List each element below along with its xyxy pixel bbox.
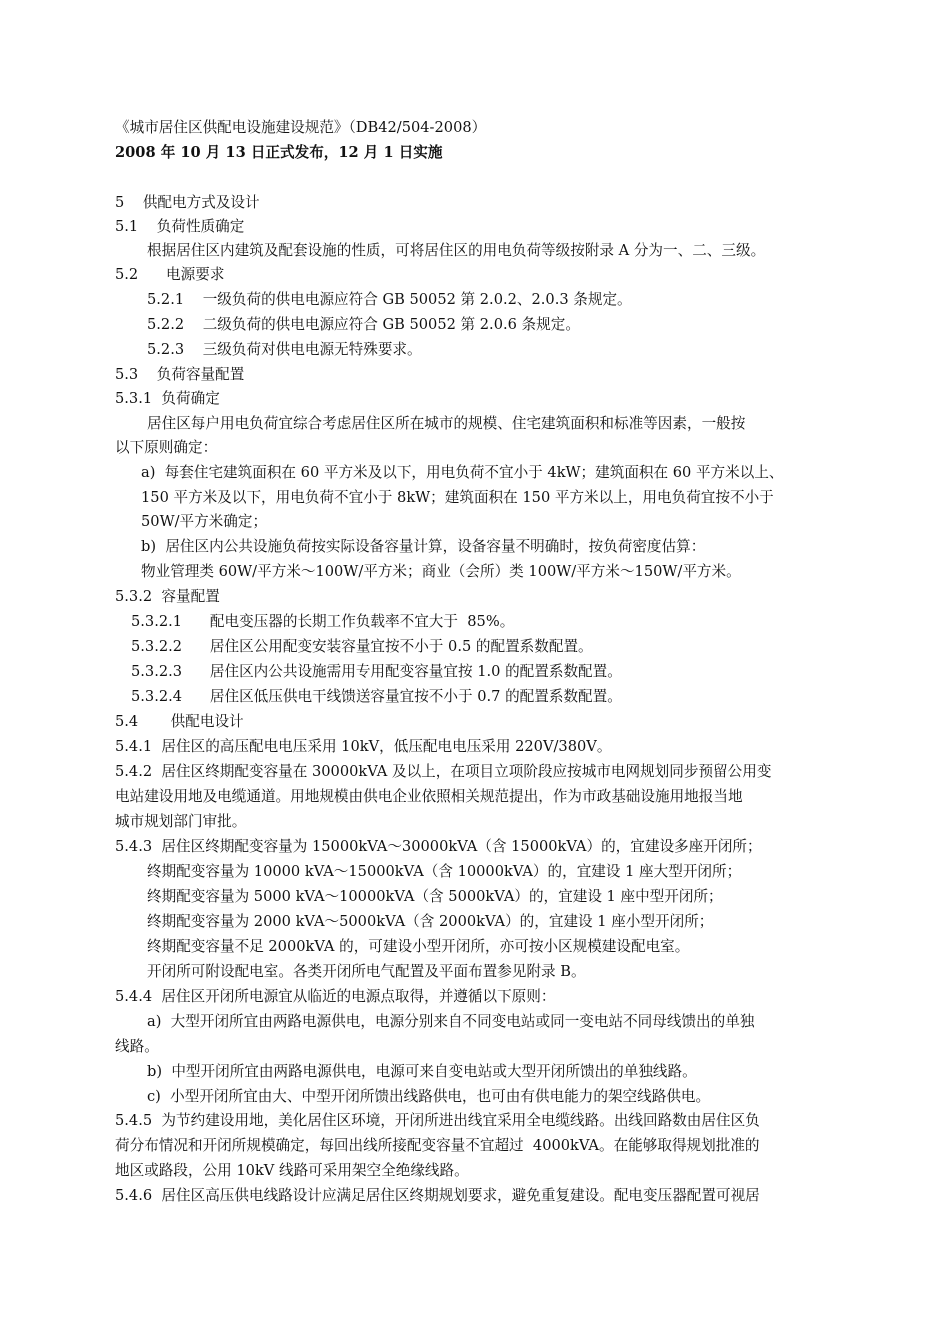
list-item-line: b) 中型开闭所宜由两路电源供电，电源可来自变电站或大型开闭所馈出的单独线路。 bbox=[147, 1063, 697, 1080]
doc-release-date: 2008 年 10 月 13 日正式发布，12 月 1 日实施 bbox=[115, 144, 443, 161]
clause-line: 5.2.1 一级负荷的供电电源应符合 GB 50052 第 2.0.2、2.0.3 条规定。 bbox=[147, 291, 632, 308]
paragraph-line: 根据居住区内建筑及配套设施的性质，可将居住区的用电负荷等级按附录 A 分为一、二、三级。 bbox=[147, 242, 766, 259]
section-heading: 5.3.1 负荷确定 bbox=[115, 390, 220, 407]
section-heading: 5 供配电方式及设计 bbox=[115, 194, 260, 211]
paragraph-line: 开闭所可附设配电室。各类开闭所电气配置及平面布置参见附录 B。 bbox=[147, 963, 586, 980]
paragraph-line: 城市规划部门审批。 bbox=[115, 813, 247, 830]
list-item-line: 线路。 bbox=[115, 1038, 159, 1055]
paragraph-line: 荷分布情况和开闭所规模确定，每回出线所接配变容量不宜超过 4000kVA。在能够取得规划批准的 bbox=[115, 1137, 760, 1154]
list-item-line: c) 小型开闭所宜由大、中型开闭所馈出线路供电，也可由有供电能力的架空线路供电。 bbox=[147, 1088, 711, 1105]
section-heading: 5.3 负荷容量配置 bbox=[115, 366, 245, 383]
clause-line: 5.4.6 居住区高压供电线路设计应满足居住区终期规划要求，避免重复建设。配电变压器配置可视居 bbox=[115, 1187, 760, 1204]
paragraph-line: 终期配变容量为 2000 kVA～5000kVA（含 2000kVA）的，宜建设 1 座小型开闭所； bbox=[147, 913, 714, 930]
paragraph-line: 电站建设用地及电缆通道。用地规模由供电企业依照相关规范提出，作为市政基础设施用地报当地 bbox=[115, 788, 743, 805]
paragraph-line: 以下原则确定： bbox=[115, 439, 218, 456]
clause-line: 5.3.2.4 居住区低压供电干线馈送容量宜按不小于 0.7 的配置系数配置。 bbox=[131, 688, 622, 705]
clause-line: 5.4.1 居住区的高压配电电压采用 10kV，低压配电电压采用 220V/380V。 bbox=[115, 738, 612, 755]
doc-title: 《城市居住区供配电设施建设规范》（DB42/504-2008） bbox=[115, 119, 487, 136]
clause-line: 5.3.2.2 居住区公用配变安装容量宜按不小于 0.5 的配置系数配置。 bbox=[131, 638, 593, 655]
clause-line: 5.2.2 二级负荷的供电电源应符合 GB 50052 第 2.0.6 条规定。 bbox=[147, 316, 580, 333]
section-heading: 5.3.2 容量配置 bbox=[115, 588, 220, 605]
clause-line: 5.4.5 为节约建设用地，美化居住区环境，开闭所进出线宜采用全电缆线路。出线回路数由居住区负 bbox=[115, 1112, 760, 1129]
clause-line: 5.3.2.3 居住区内公共设施需用专用配变容量宜按 1.0 的配置系数配置。 bbox=[131, 663, 622, 680]
section-heading: 5.1 负荷性质确定 bbox=[115, 218, 245, 235]
list-item-line: a) 每套住宅建筑面积在 60 平方米及以下，用电负荷不宜小于 4kW；建筑面积在 60 平方米以上、 bbox=[141, 464, 784, 481]
paragraph-line: 地区或路段，公用 10kV 线路可采用架空全绝缘线路。 bbox=[115, 1162, 469, 1179]
paragraph-line: 居住区每户用电负荷宜综合考虑居住区所在城市的规模、住宅建筑面积和标准等因素，一般按 bbox=[147, 415, 746, 432]
list-item-line: b) 居住区内公共设施负荷按实际设备容量计算，设备容量不明确时，按负荷密度估算： bbox=[141, 538, 706, 555]
section-heading: 5.2 电源要求 bbox=[115, 266, 225, 283]
clause-line: 5.4.3 居住区终期配变容量为 15000kVA～30000kVA（含 15000kVA）的，宜建设多座开闭所； bbox=[115, 838, 762, 855]
paragraph-line: 终期配变容量为 5000 kVA～10000kVA（含 5000kVA）的，宜建设 1 座中型开闭所； bbox=[147, 888, 723, 905]
list-item-line: a) 大型开闭所宜由两路电源供电，电源分别来自不同变电站或同一变电站不同母线馈出的单独 bbox=[147, 1013, 755, 1030]
clause-line: 5.4.2 居住区终期配变容量在 30000kVA 及以上，在项目立项阶段应按城市电网规划同步预留公用变 bbox=[115, 763, 772, 780]
list-item-line: 物业管理类 60W/平方米～100W/平方米；商业（会所）类 100W/平方米～150W/平方米。 bbox=[141, 563, 741, 580]
clause-line: 5.2.3 三级负荷对供电电源无特殊要求。 bbox=[147, 341, 422, 358]
paragraph-line: 终期配变容量为 10000 kVA～15000kVA（含 10000kVA）的，宜建设 1 座大型开闭所； bbox=[147, 863, 742, 880]
list-item-line: 50W/平方米确定； bbox=[141, 513, 268, 530]
clause-line: 5.3.2.1 配电变压器的长期工作负载率不宜大于 85%。 bbox=[131, 613, 515, 630]
list-item-line: 150 平方米及以下，用电负荷不宜小于 8kW；建筑面积在 150 平方米以上，用电负荷宜按不小于 bbox=[141, 489, 774, 506]
section-heading: 5.4 供配电设计 bbox=[115, 713, 244, 730]
paragraph-line: 终期配变容量不足 2000kVA 的，可建设小型开闭所，亦可按小区规模建设配电室。 bbox=[147, 938, 690, 955]
clause-line: 5.4.4 居住区开闭所电源宜从临近的电源点取得，并遵循以下原则： bbox=[115, 988, 556, 1005]
